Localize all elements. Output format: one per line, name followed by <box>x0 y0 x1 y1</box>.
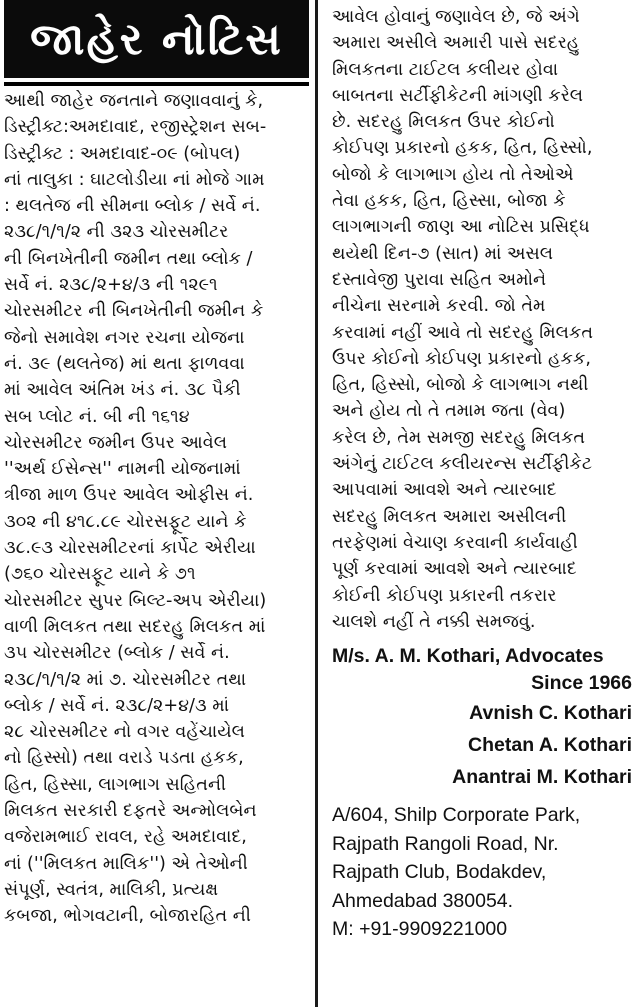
notice-text-line: લાગભાગની જાણ આ નોટિસ પ્રસિદ્ધ <box>332 217 590 238</box>
notice-text-line: હિત, હિસ્સા, લાગભાગ સહિતની <box>4 774 227 795</box>
notice-header <box>4 0 309 78</box>
right-column <box>332 0 632 944</box>
address-line: Rajpath Club, Bodakdev, <box>332 861 547 884</box>
notice-text-line: ૨૮ ચોરસમીટર નો વગર વહેંચાયેલ <box>4 722 245 743</box>
notice-text-line: દસ્તાવેજી પુરાવા સહિત અમોને <box>332 269 547 290</box>
notice-text-line: મિલકત સરકારી દફતરે અન્મોલબેન <box>4 801 257 822</box>
notice-text-line: વાળી મિલકત તથા સદરહુ મિલકત માં <box>4 616 266 637</box>
notice-text-line: અમારા અસીલે અમારી પાસે સદરહુ <box>332 33 580 54</box>
notice-text-line: ચાલશે નહીં તે નક્કી સમજવું. <box>332 611 536 632</box>
notice-text-line: (૭૬૦ ચોરસફૂટ યાને કે ૭૧ <box>4 564 196 585</box>
notice-text-line: આવેલ હોવાનું જણાવેલ છે, જે અંગે <box>332 7 580 27</box>
notice-text-line: ડિસ્ટ્રીક્ટ:અમદાવાદ, રજીસ્ટ્રેશન સબ- <box>4 117 267 138</box>
notice-text-line: નં. ૩૯ (થલતેજ) માં થતા ફાળવવા <box>4 353 245 374</box>
notice-text-line: થયેથી દિન-૭ (સાત) માં અસલ <box>332 243 554 264</box>
notice-text-line: ૨૩૮/૧/૧/૨ માં ૭. ચોરસમીટર તથા <box>4 669 247 690</box>
notice-text-line: ચોરસમીટર સુપર બિલ્ટ-અપ એરીયા) <box>4 590 267 611</box>
notice-text-line: બોજો કે લાગભાગ હોય તો તેઓએ <box>332 164 574 185</box>
right-notice-body <box>332 4 632 635</box>
address-line: A/604, Shilp Corporate Park, <box>332 804 581 827</box>
notice-text-line: તેવા હકક, હિત, હિસ્સા, બોજા કે <box>332 191 566 212</box>
left-column <box>4 0 309 930</box>
advocate-name: Anantrai M. Kothari <box>452 766 632 789</box>
notice-text-line: બાબતના સર્ટીફીકેટની માંગણી કરેલ <box>332 85 584 106</box>
phone-line: M: +91-9909221000 <box>332 918 508 941</box>
notice-text-line: ૩૫ ચોરસમીટર (બ્લોક / સર્વે નં. <box>4 643 230 664</box>
notice-text-line: ઉપર કોઈનો કોઈપણ પ્રકારનો હકક, <box>332 348 591 369</box>
notice-text-line: આથી જાહેર જનતાને જણાવવાનું કે, <box>4 91 264 111</box>
notice-text-line: કબજા, ભોગવટાની, બોજારહિત ની <box>4 906 251 927</box>
notice-text-line: કરવામાં નહીં આવે તો સદરહુ મિલકત <box>332 322 594 343</box>
notice-text-line: વજેરામભાઈ રાવલ, રહે અમદાવાદ, <box>4 827 247 848</box>
notice-text-line: નાં તાલુકા : ઘાટલોડીયા નાં મોજે ગામ <box>4 169 265 190</box>
address-line: Ahmedabad 380054. <box>332 889 514 912</box>
notice-text-line: તરફેણમાં વેચાણ કરવાની કાર્યવાહી <box>332 532 578 553</box>
notice-text-line: કોઈપણ પ્રકારનો હકક, હિત, હિસ્સો, <box>332 138 593 159</box>
notice-text-line: ચોરસમીટર જમીન ઉપર આવેલ <box>4 432 228 453</box>
notice-text-line: ની બિનખેતીની જમીન તથા બ્લોક / <box>4 248 253 269</box>
left-notice-body <box>4 88 309 930</box>
notice-text-line: કરેલ છે, તેમ સમજી સદરહુ મિલકત <box>332 427 586 448</box>
notice-text-line: સબ પ્લોટ નં. બી ની ૧૬૧૪ <box>4 406 190 427</box>
notice-text-line: નાં (''મિલકત માલિક'') એ તેઓની <box>4 853 248 874</box>
notice-text-line: સદરહુ મિલકત અમારા અસીલની <box>332 506 567 527</box>
address-block <box>332 801 632 944</box>
notice-text-line: ત્રીજા માળ ઉપર આવેલ ઓફીસ નં. <box>4 485 254 506</box>
notice-text-line: સર્વે નં. ૨૩૮/૨+૪/૩ ની ૧૨૯૧ <box>4 275 218 296</box>
advocate-name: Avnish C. Kothari <box>469 702 632 725</box>
notice-text-line: પૂર્ણ કરવામાં આવશે અને ત્યારબાદ <box>332 559 577 580</box>
notice-text-line: અને હોય તો તે તમામ જતા (વેવ) <box>332 401 566 422</box>
notice-text-line: ડિસ્ટ્રીક્ટ : અમદાવાદ-૦૯ (બોપલ) <box>4 143 241 164</box>
notice-text-line: ૩૦૨ ની ૪૧૮.૮૯ ચોરસફૂટ યાને કે <box>4 511 247 532</box>
notice-text-line: આપવામાં આવશે અને ત્યારબાદ <box>332 480 557 501</box>
notice-text-line: ''અર્થ ઈસેન્સ'' નામની યોજનામાં <box>4 459 241 480</box>
notice-text-line: છે. સદરહુ મિલકત ઉપર કોઈનો <box>332 112 555 133</box>
notice-text-line: માં આવેલ અંતિમ ખંડ નં. ૩૮ પૈકી <box>4 380 241 401</box>
notice-text-line: હિત, હિસ્સો, બોજો કે લાગભાગ નથી <box>332 375 589 396</box>
column-divider <box>315 0 318 1007</box>
notice-title: જાહેર નોટિસ <box>30 13 283 65</box>
notice-text-line: ૨૩૮/૧/૧/૨ ની ૩૨૩ ચોરસમીટર <box>4 222 229 243</box>
notice-text-line: મિલકતના ટાઈટલ કલીયર હોવા <box>332 59 559 80</box>
notice-text-line: : થલતેજ ની સીમના બ્લોક / સર્વે નં. <box>4 196 261 217</box>
notice-text-line: અંગેનું ટાઈટલ કલીયરન્સ સર્ટીફીકેટ <box>332 454 593 475</box>
notice-text-line: જેનો સમાવેશ નગર રચના યોજના <box>4 327 245 348</box>
notice-text-line: સંપૂર્ણ, સ્વતંત્ર, માલિકી, પ્રત્યક્ષ <box>4 879 219 900</box>
notice-text-line: નીચેના સરનામે કરવી. જો તેમ <box>332 296 546 317</box>
notice-text-line: કોઈની કોઈપણ પ્રકારની તકરાર <box>332 585 557 606</box>
since-year: Since 1966 <box>531 672 632 695</box>
header-rule <box>4 82 309 86</box>
notice-text-line: ૩૮.૯૩ ચોરસમીટરનાં કાર્પેટ એરીયા <box>4 538 256 559</box>
firm-name: M/s. A. M. Kothari, Advocates <box>332 645 604 668</box>
advocate-name: Chetan A. Kothari <box>468 734 632 757</box>
signature-block <box>332 643 632 793</box>
notice-text-line: બ્લોક / સર્વે નં. ૨૩૮/૨+૪/૩ માં <box>4 695 230 716</box>
notice-text-line: નો હિસ્સો) તથા વરાડે પડતા હકક, <box>4 748 244 769</box>
address-line: Rajpath Rangoli Road, Nr. <box>332 832 559 855</box>
notice-text-line: ચોરસમીટર ની બિનખેતીની જમીન કે <box>4 301 264 322</box>
